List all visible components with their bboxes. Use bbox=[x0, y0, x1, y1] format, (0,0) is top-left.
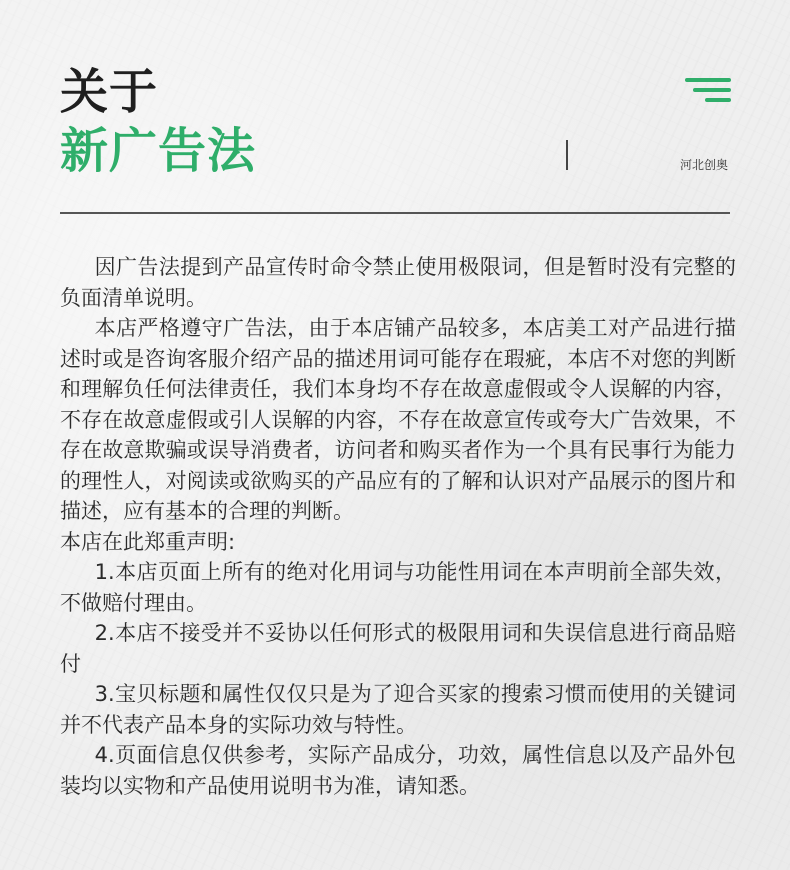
paragraph-statement-heading: 本店在此郑重声明: bbox=[60, 529, 236, 554]
menu-lines-icon bbox=[685, 78, 731, 104]
paragraph-disclaimer: 本店严格遵守广告法，由于本店铺产品较多，本店美工对产品进行描述时或是咨询客服介绍产品的描述用词可能存在瑕疵，本店不对您的判断和理解负任何法律责任，我们本身均不存在故意虚假或令人误解的内容，不存在故意虚假或引人误解的内容，不存在故意宣传或夸大广告效果，不存在故意欺骗或误导消费者，访问者和购买者作为一个具有民事行为能力的理性人，对阅读或欲购买的产品应有的了解和认识对产品展示的图片和描述，应有基本的合理的判断。 bbox=[60, 316, 736, 523]
title-line-1: 关于 bbox=[60, 64, 159, 120]
paragraph-intro: 因广告法提到产品宣传时命令禁止使用极限词，但是暂时没有完整的负面清单说明。 bbox=[60, 255, 736, 310]
title-line-2: 新广告法 bbox=[60, 123, 257, 179]
vertical-divider bbox=[566, 140, 568, 170]
statement-item-3: 3.宝贝标题和属性仅仅只是为了迎合买家的搜索习惯而使用的关键词并不代表产品本身的实际功效与特性。 bbox=[60, 682, 736, 737]
notice-body bbox=[60, 252, 736, 801]
brand-name: 河北创奥 bbox=[679, 158, 728, 172]
statement-item-2: 2.本店不接受并不妥协以任何形式的极限用词和失误信息进行商品赔付 bbox=[60, 621, 736, 676]
horizontal-divider bbox=[60, 212, 730, 214]
statement-item-4: 4.页面信息仅供参考，实际产品成分，功效，属性信息以及产品外包装均以实物和产品使用说明书为准，请知悉。 bbox=[60, 743, 736, 798]
statement-item-1: 1.本店页面上所有的绝对化用词与功能性用词在本声明前全部失效，不做赔付理由。 bbox=[60, 560, 736, 615]
